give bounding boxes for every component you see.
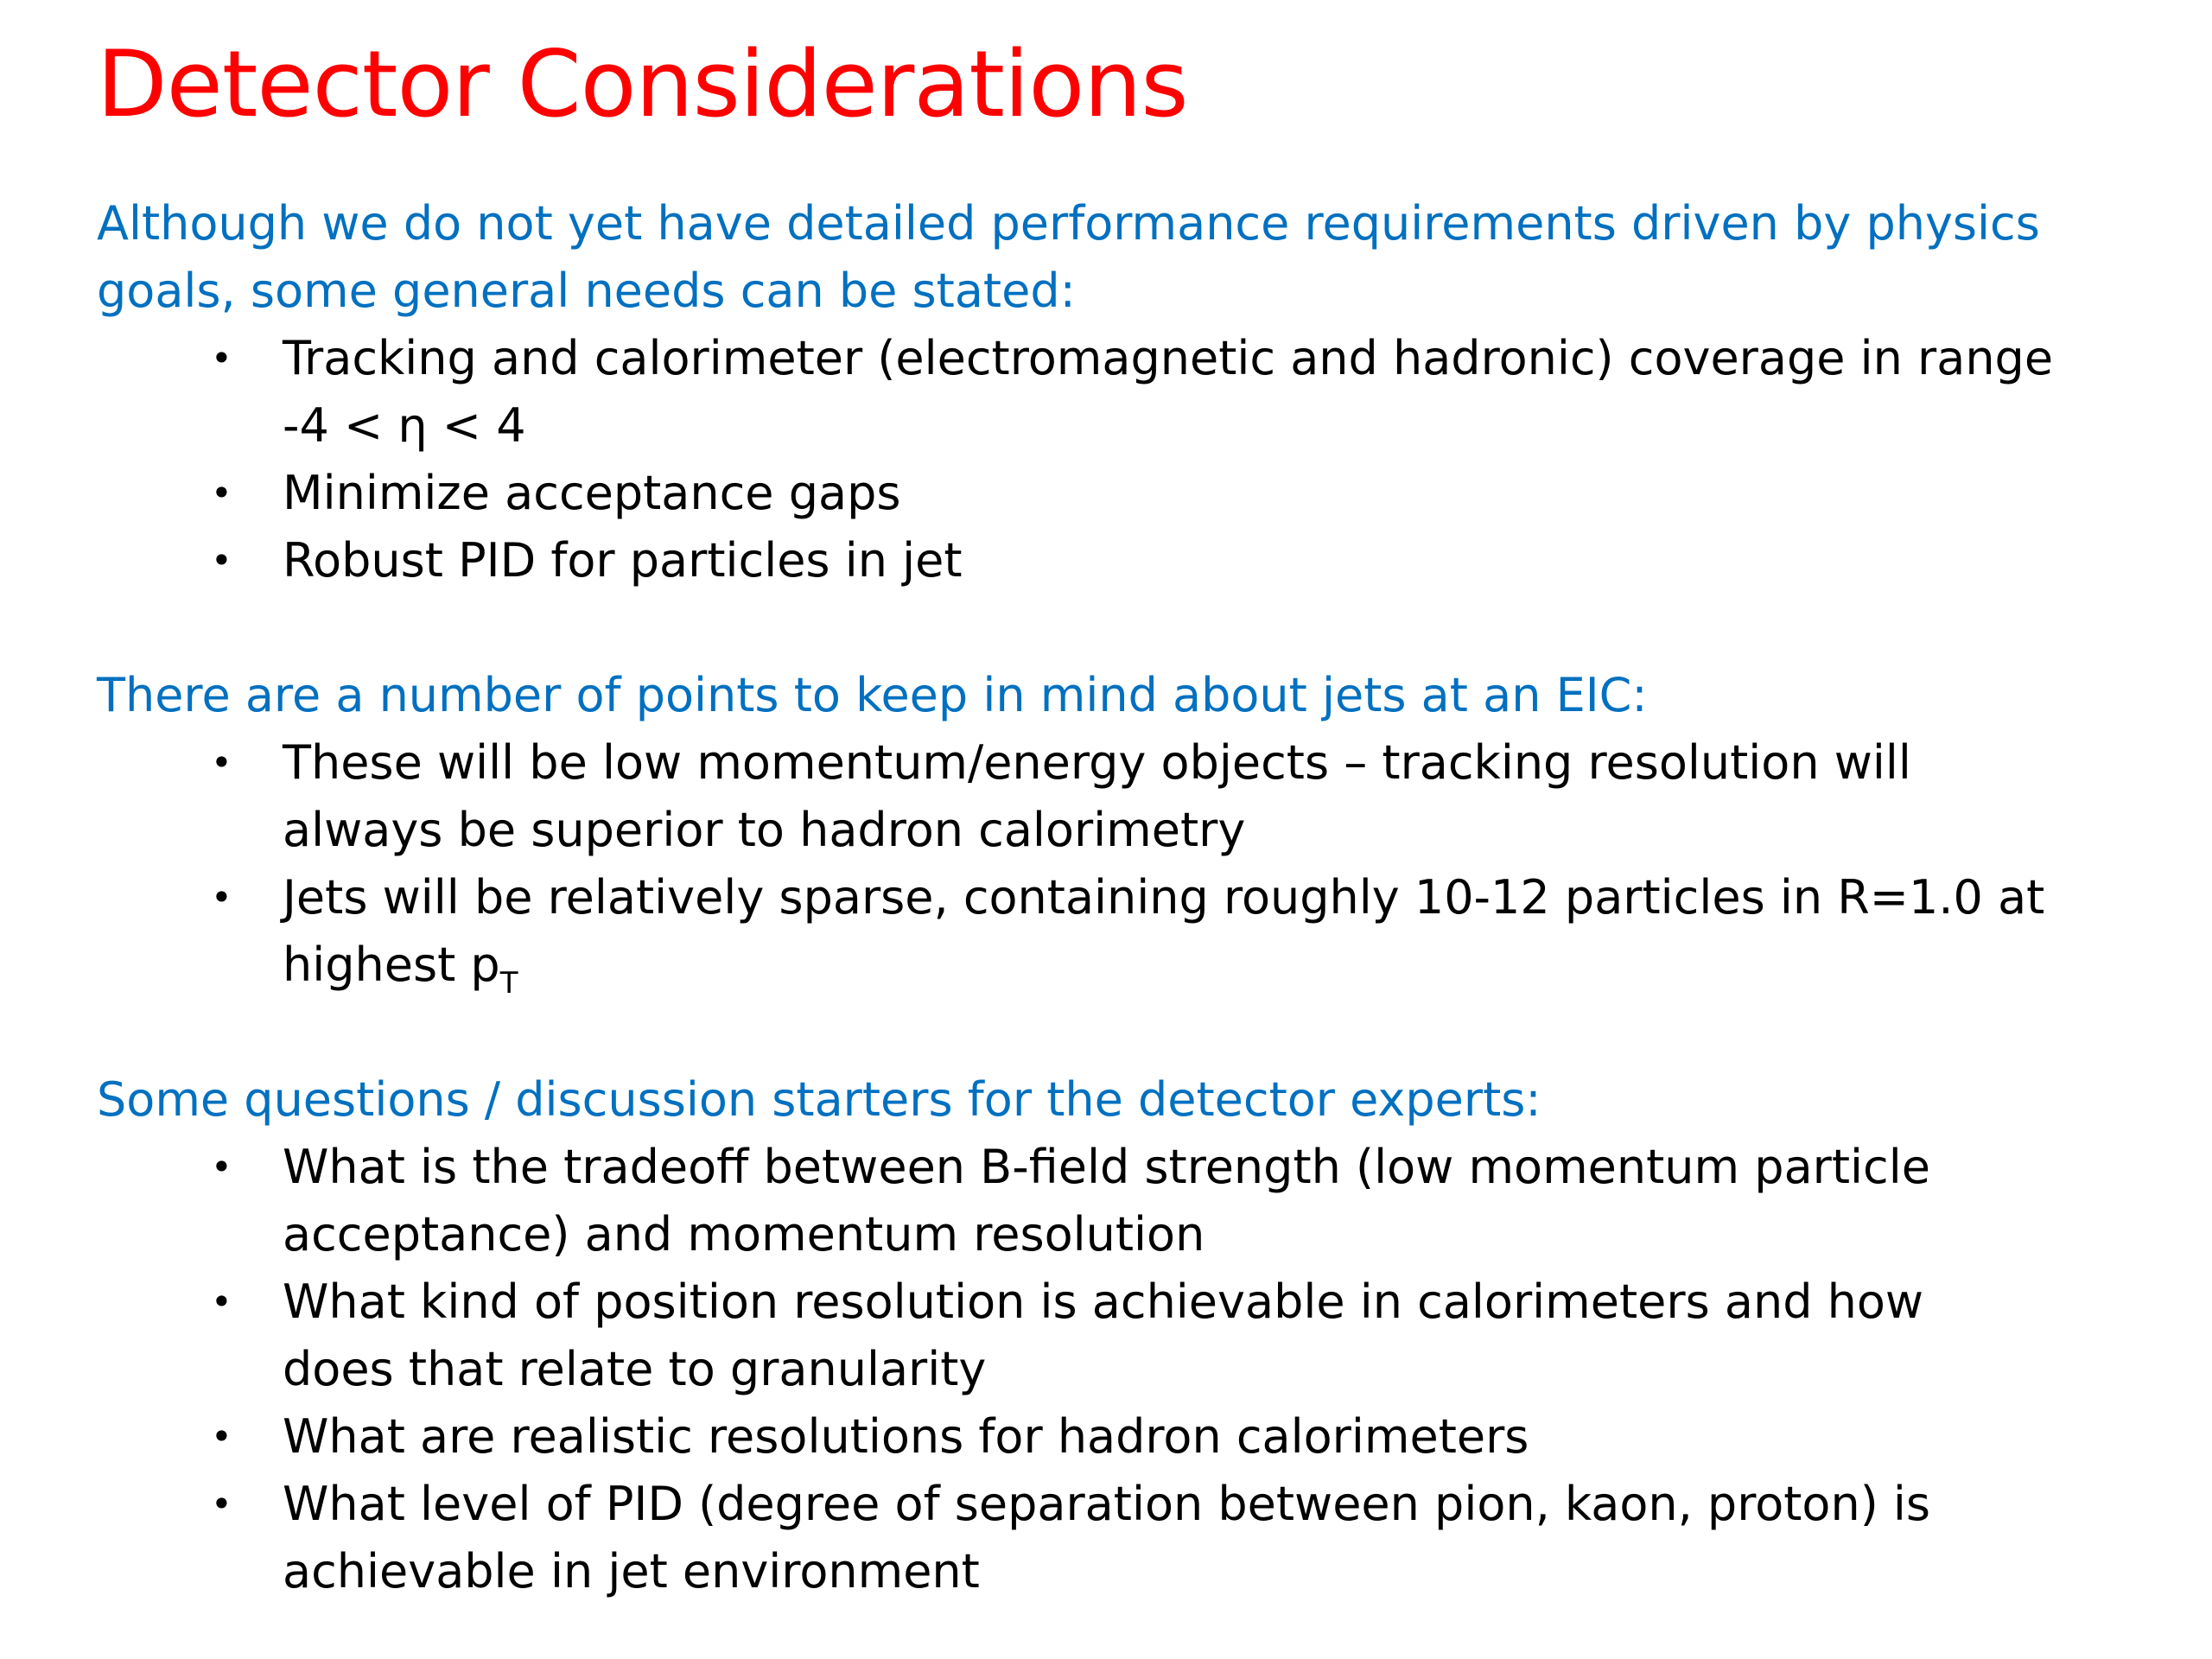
section-1-bullet-list bbox=[0, 325, 2212, 594]
bullet-line: Robust PID for particles in jet bbox=[283, 533, 963, 588]
bullet-line: Minimize acceptance gaps bbox=[283, 466, 901, 520]
subscript-text: T bbox=[499, 966, 518, 1001]
section-2-intro-line-1: There are a number of points to keep in mind about jets at an EIC: bbox=[97, 668, 1648, 722]
bullet-line: What kind of position resolution is achievable in calorimeters and how bbox=[283, 1274, 1924, 1329]
bullet-line-with-subscript bbox=[283, 931, 2212, 999]
section-3-bullet-2 bbox=[0, 1268, 2212, 1403]
bullet-line: acceptance) and momentum resolution bbox=[283, 1207, 1205, 1262]
bullet-dot-icon: • bbox=[211, 741, 232, 784]
section-2-bullet-1 bbox=[0, 729, 2212, 864]
section-1-intro bbox=[97, 190, 2040, 325]
bullet-line: Tracking and calorimeter (electromagnetic and hadronic) coverage in range bbox=[283, 331, 2054, 385]
section-1-intro-line-1: Although we do not yet have detailed performance requirements driven by physics bbox=[97, 196, 2040, 251]
bullet-line: achievable in jet environment bbox=[283, 1544, 980, 1599]
bullet-dot-icon: • bbox=[211, 1146, 232, 1188]
bullet-line: -4 < η < 4 bbox=[283, 398, 526, 453]
bullet-line: What is the tradeoff between B-field strength (low momentum particle bbox=[283, 1140, 1930, 1194]
section-2-bullet-2 bbox=[0, 864, 2212, 999]
bullet-line: does that relate to granularity bbox=[283, 1342, 987, 1396]
section-3-bullet-4 bbox=[0, 1471, 2212, 1605]
section-3-bullet-3 bbox=[0, 1403, 2212, 1471]
section-3-intro-line-1: Some questions / discussion starters for the detector experts: bbox=[97, 1072, 1541, 1127]
section-3-intro bbox=[97, 1066, 1541, 1134]
section-1-intro-line-2: goals, some general needs can be stated: bbox=[97, 264, 1076, 318]
slide-title: Detector Considerations bbox=[97, 31, 1188, 137]
section-1-bullet-2 bbox=[0, 460, 2212, 527]
bullet-dot-icon: • bbox=[211, 1281, 232, 1323]
bullet-dot-icon: • bbox=[211, 539, 232, 582]
bullet-dot-icon: • bbox=[211, 337, 232, 379]
bullet-dot-icon: • bbox=[211, 1415, 232, 1458]
section-2-bullet-list bbox=[0, 729, 2212, 999]
section-3-bullet-list bbox=[0, 1134, 2212, 1605]
bullet-line-text: highest p bbox=[283, 938, 500, 992]
bullet-dot-icon: • bbox=[211, 472, 232, 514]
bullet-line: These will be low momentum/energy objects – tracking resolution will bbox=[283, 735, 1911, 790]
bullet-dot-icon: • bbox=[211, 876, 232, 918]
bullet-line: always be superior to hadron calorimetry bbox=[283, 803, 1246, 857]
bullet-dot-icon: • bbox=[211, 1483, 232, 1525]
bullet-line: What are realistic resolutions for hadron calorimeters bbox=[283, 1409, 1529, 1464]
section-1-bullet-3 bbox=[0, 527, 2212, 594]
bullet-line: Jets will be relatively sparse, containing roughly 10-12 particles in R=1.0 at bbox=[283, 870, 2045, 925]
section-2-intro bbox=[97, 662, 1648, 729]
section-1-bullet-1 bbox=[0, 325, 2212, 460]
bullet-line: What level of PID (degree of separation between pion, kaon, proton) is bbox=[283, 1477, 1931, 1531]
section-3-bullet-1 bbox=[0, 1134, 2212, 1268]
